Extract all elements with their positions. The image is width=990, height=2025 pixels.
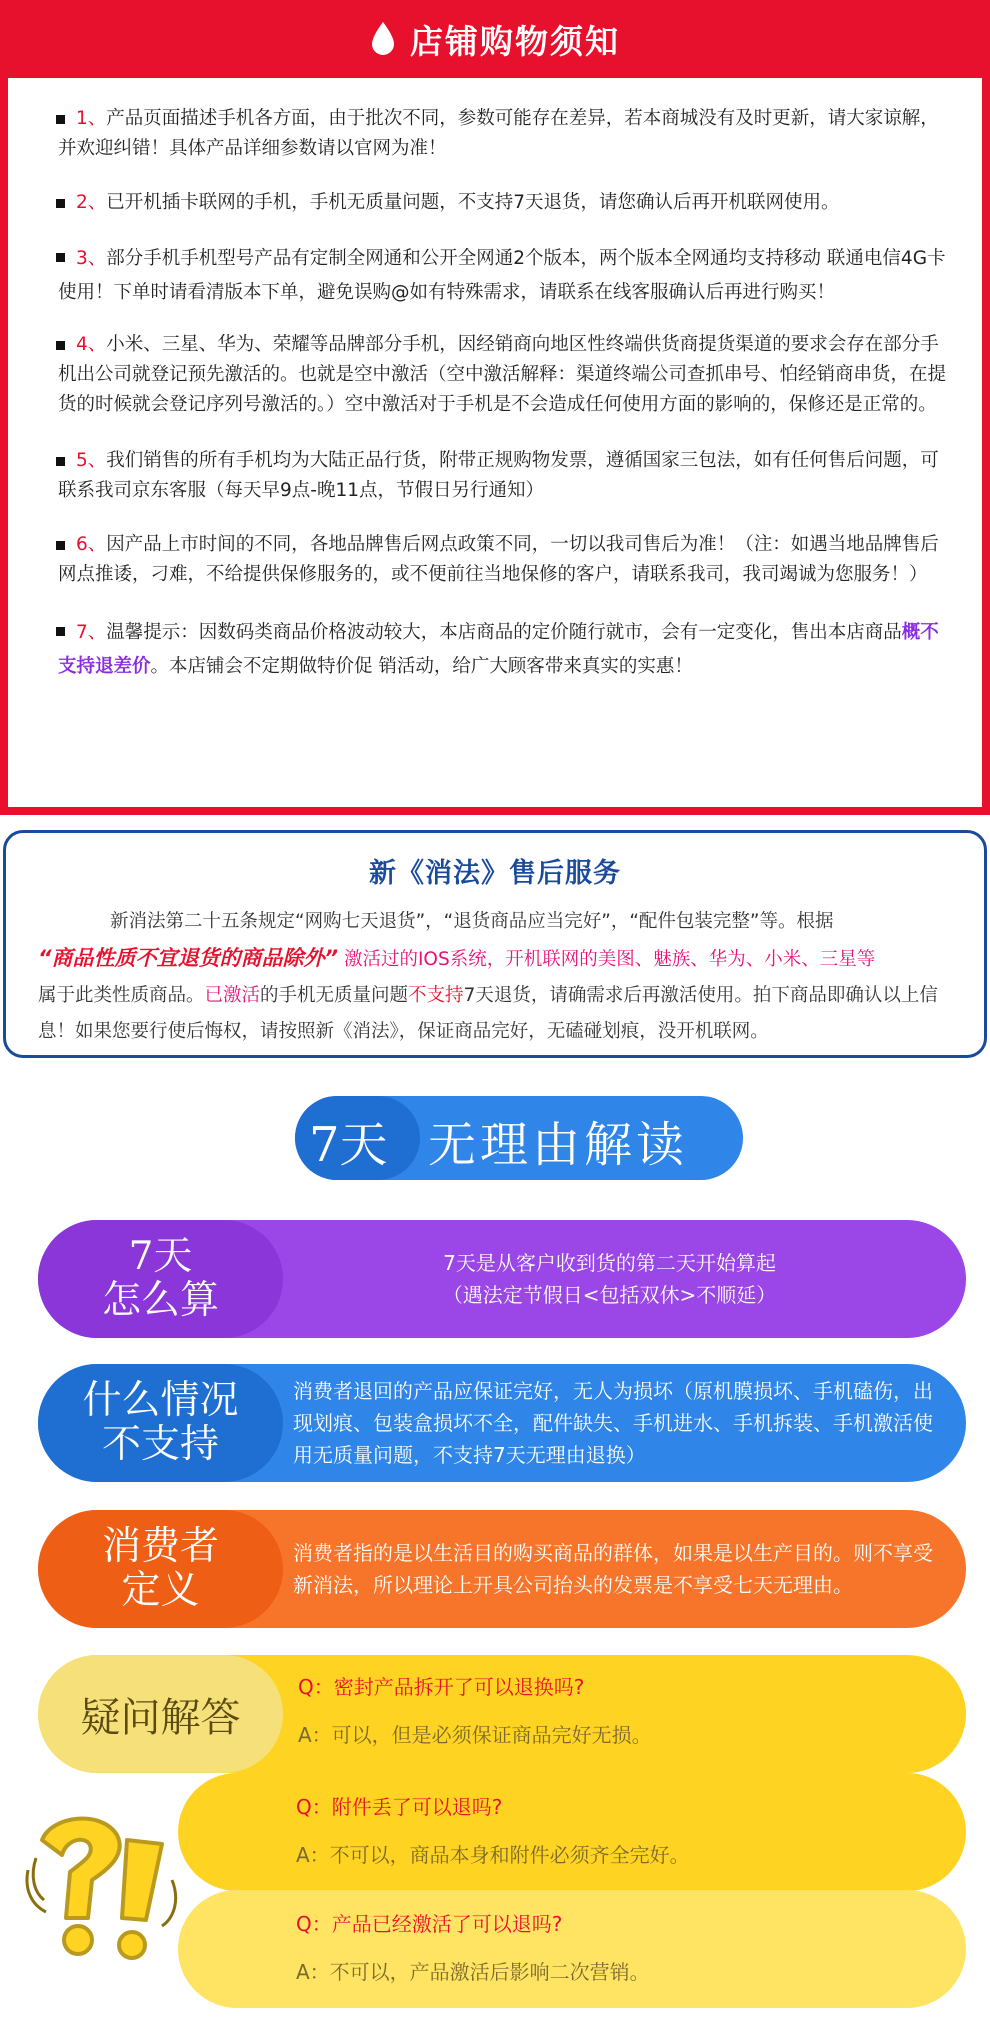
notice-rule-3 bbox=[58, 242, 946, 310]
pill-label: 什么情况 不支持 bbox=[38, 1364, 283, 1482]
bullet-square-icon bbox=[56, 457, 65, 466]
rule-text: 部分手机手机型号产品有定制全网通和公开全网通2个版本，两个版本全网通均支持移动 联通电信4G卡使用！下单时请看清版本下单，避免误购@如有特殊需求，请联系在线客服确认后再进行购买！ bbox=[58, 248, 946, 303]
bullet-square-icon bbox=[56, 115, 65, 124]
faq-question: Q：产品已经激活了可以退吗? bbox=[296, 1912, 563, 1936]
law-activated: 已激活 bbox=[204, 985, 261, 1006]
bullet-square-icon bbox=[56, 199, 65, 208]
rule-number: 3、 bbox=[76, 248, 107, 269]
info-pill-not-supported bbox=[38, 1364, 966, 1482]
rule-number: 5、 bbox=[76, 450, 107, 471]
rule-text: 我们销售的所有手机均为大陆正品行货，附带正规购物发票，遵循国家三包法，如有任何售后问题，可联系我司京东客服（每天早9点-晚11点，节假日另行通知） bbox=[58, 450, 939, 501]
faq-label: 疑问解答 bbox=[38, 1655, 283, 1773]
faq-answer: A：不可以，产品激活后影响二次营销。 bbox=[296, 1960, 650, 1984]
law-paragraph-1: 新消法第二十五条规定“网购七天退货”，“退货商品应当完好”，“配件包装完整”等。根据 bbox=[110, 911, 834, 932]
rule-text-tail: 。本店铺会不定期做特价促 销活动，给广大顾客带来真实的实惠！ bbox=[150, 656, 693, 677]
seven-day-title-number: 7天 bbox=[309, 1117, 388, 1173]
faq-card bbox=[178, 1890, 966, 2008]
bullet-square-icon bbox=[56, 541, 65, 550]
shop-notice-panel bbox=[0, 0, 990, 815]
seven-day-title-pill bbox=[295, 1096, 743, 1180]
law-not-supported: 不支持 bbox=[408, 985, 464, 1006]
faq-card bbox=[178, 1773, 966, 1891]
consumer-law-title: 新《消法》售后服务 bbox=[369, 858, 621, 889]
no-price-difference-refund: 概不支持退差价 bbox=[58, 622, 939, 677]
rule-text: 已开机插卡联网的手机，手机无质量问题，不支持7天退货，请您确认后再开机联网使用。 bbox=[106, 192, 840, 213]
law-exception: “商品性质不宜退货的商品除外” bbox=[38, 946, 339, 970]
notice-rule-1 bbox=[58, 104, 946, 164]
faq-question: Q：密封产品拆开了可以退换吗? bbox=[298, 1675, 585, 1699]
pill-label: 消费者 定义 bbox=[38, 1510, 283, 1628]
rule-text: 因产品上市时间的不同，各地品牌售后网点政策不同，一切以我司售后为准！（注：如遇当地品牌售后网点推诿，刁难，不给提供保修服务的，或不便前往当地保修的客户，请联系我司，我司竭诚为您服务！） bbox=[58, 534, 939, 585]
rule-number: 7、 bbox=[76, 622, 107, 643]
law-paragraph-2c: 7天退货，请确需求后再激活使用。拍下商品即确认以上信息！如果您要行使后悔权，请按照新《消法》，保证商品完好，无磕碰划痕，没开机联网。 bbox=[38, 985, 938, 1042]
pill-text: 消费者退回的产品应保证完好，无人为损坏（原机膜损坏、手机磕伤，出现划痕、包装盒损坏不全，配件缺失、手机进水、手机拆装、手机激活使用无质量问题，不支持7天无理由退换） bbox=[293, 1379, 933, 1467]
notice-rule-4 bbox=[58, 330, 946, 420]
pill-text: 消费者指的是以生活目的购买商品的群体，如果是以生产目的。则不享受新消法，所以理论上开具公司抬头的发票是不享受七天无理由。 bbox=[293, 1541, 933, 1597]
question-exclamation-icon bbox=[22, 1800, 182, 2000]
law-paragraph-2b: 的手机无质量问题 bbox=[260, 985, 409, 1006]
info-pill-how-to-count bbox=[38, 1220, 966, 1338]
law-examples: 激活过的IOS系统，开机联网的美图、魅族、华为、小米、三星等 bbox=[343, 949, 876, 970]
pill-text: 7天是从客户收到货的第二天开始算起 （遇法定节假日<包括双休>不顺延） bbox=[442, 1251, 777, 1307]
rule-text: 温馨提示：因数码类商品价格波动较大，本店商品的定价随行就市，会有一定变化，售出本店商品 bbox=[106, 622, 902, 643]
bullet-square-icon bbox=[56, 627, 65, 636]
rule-text: 小米、三星、华为、荣耀等品牌部分手机，因经销商向地区性终端供货商提货渠道的要求会存在部分手机出公司就登记预先激活的。也就是空中激活（空中激活解释：渠道终端公司查抓串号、怕经销商串货，在提货的时候就会登记序列号激活的。）空中激活对于手机是不会造成任何使用方面的影响的，保修还是正常的。 bbox=[58, 334, 947, 415]
notice-rule-7 bbox=[58, 616, 946, 684]
info-pill-consumer-definition bbox=[38, 1510, 966, 1628]
shop-notice-title: 店铺购物须知 bbox=[410, 21, 620, 61]
rule-text: 产品页面描述手机各方面，由于批次不同，参数可能存在差异，若本商城没有及时更新，请大家谅解，并欢迎纠错！具体产品详细参数请以官网为准！ bbox=[58, 108, 939, 159]
faq-answer: A：不可以，商品本身和附件必须齐全完好。 bbox=[296, 1843, 690, 1867]
consumer-law-panel bbox=[3, 830, 987, 1058]
shop-notice-header bbox=[0, 0, 990, 78]
rule-number: 6、 bbox=[76, 534, 107, 555]
rule-number: 4、 bbox=[76, 334, 107, 355]
seven-day-title-text: 无理由解读 bbox=[428, 1117, 689, 1173]
rule-number: 2、 bbox=[76, 192, 107, 213]
law-paragraph-2a: 属于此类性质商品。 bbox=[38, 985, 205, 1006]
bullet-square-icon bbox=[56, 253, 65, 262]
notice-rule-5 bbox=[58, 446, 946, 506]
pill-label: 7天 怎么算 bbox=[38, 1220, 283, 1338]
faq-answer: A：可以，但是必须保证商品完好无损。 bbox=[298, 1723, 652, 1747]
water-drop-icon bbox=[370, 21, 396, 57]
notice-rule-6 bbox=[58, 530, 946, 590]
shop-notice-body bbox=[8, 78, 982, 807]
faq-pill bbox=[38, 1655, 966, 1773]
bullet-square-icon bbox=[56, 341, 65, 350]
notice-rule-2 bbox=[58, 188, 946, 218]
consumer-law-text bbox=[6, 890, 984, 1050]
faq-question: Q：附件丢了可以退吗? bbox=[296, 1795, 503, 1819]
rule-number: 1、 bbox=[76, 108, 107, 129]
